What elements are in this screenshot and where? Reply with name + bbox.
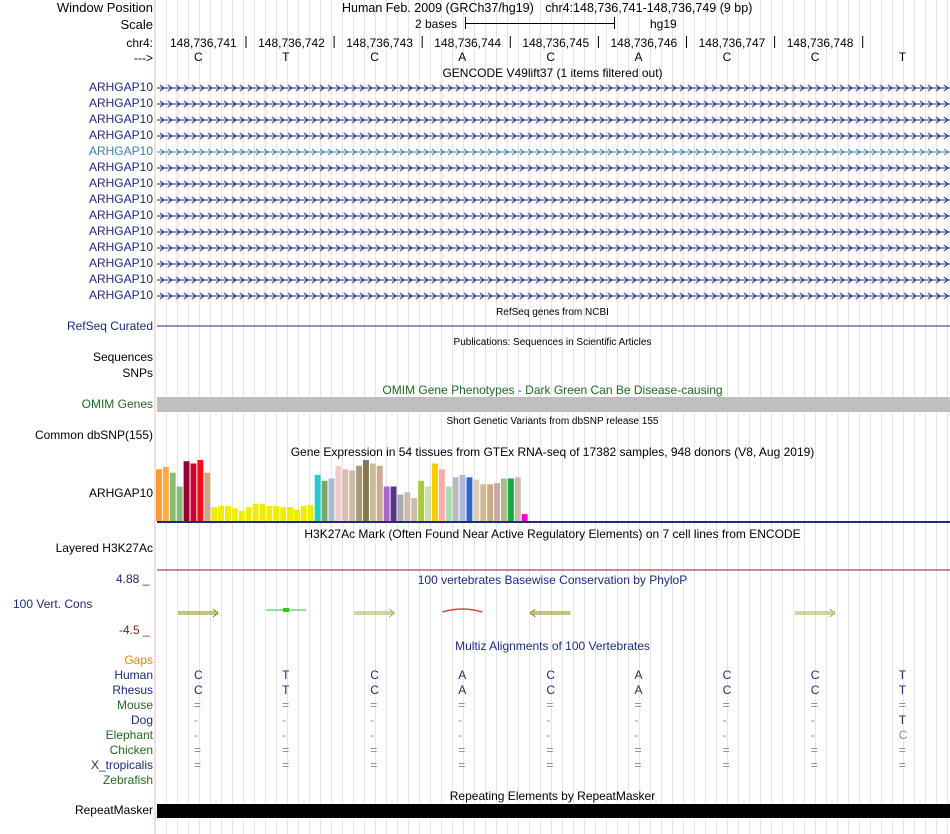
gtex-tissue-bar[interactable]	[522, 514, 528, 521]
ruler-coordinate: 148,736,746	[610, 36, 678, 50]
gtex-tissue-bar[interactable]	[501, 478, 507, 521]
gene-label[interactable]: ARHGAP10	[88, 240, 153, 254]
alignment-base: -	[282, 713, 287, 727]
alignment-base: -	[194, 728, 198, 742]
alignment-base: -	[810, 713, 815, 727]
gtex-tissue-bar[interactable]	[342, 469, 348, 521]
phylop-mark	[178, 609, 218, 617]
repeatmasker-track-label[interactable]: RepeatMasker	[74, 803, 153, 817]
gtex-tissue-bar[interactable]	[425, 487, 431, 522]
alignment-base: -	[722, 728, 727, 742]
gtex-tissue-bar[interactable]	[308, 505, 314, 521]
gene-label[interactable]: ARHGAP10	[88, 112, 153, 126]
scale-assembly: hg19	[650, 17, 677, 31]
base-letter: C	[810, 50, 820, 64]
omim-track-title[interactable]: OMIM Gene Phenotypes - Dark Green Can Be Disease-causing	[382, 383, 723, 397]
alignment-base: C	[722, 668, 732, 682]
alignment-base: =	[370, 758, 378, 772]
gene-feature[interactable]	[157, 101, 950, 107]
alignment-base: =	[634, 758, 642, 772]
gene-feature[interactable]	[157, 245, 950, 251]
gene-label[interactable]: ARHGAP10	[88, 128, 153, 142]
gtex-track-title[interactable]: Gene Expression in 54 tissues from GTEx RNA-seq of 17382 samples, 948 donors (V8, Aug 2019)	[290, 445, 815, 459]
species-label[interactable]: Chicken	[109, 743, 153, 757]
gene-feature[interactable]	[157, 277, 950, 283]
scale-label: Scale	[120, 17, 153, 32]
alignment-base: T	[898, 683, 907, 697]
alignment-base: =	[458, 743, 466, 757]
alignment-base: C	[194, 668, 203, 682]
alignment-base: C	[370, 683, 379, 697]
alignment-base: -	[282, 728, 287, 742]
alignment-base: C	[722, 683, 732, 697]
scale-text: 2 bases	[415, 17, 458, 31]
gtex-tissue-bar[interactable]	[191, 464, 197, 522]
gencode-track-title[interactable]: GENCODE V49lift37 (1 items filtered out)	[442, 66, 663, 80]
gene-feature[interactable]	[157, 197, 950, 203]
ruler-coordinate: 148,736,748	[786, 36, 854, 50]
base-letter: A	[458, 50, 467, 64]
gtex-track-label[interactable]: ARHGAP10	[88, 486, 153, 500]
gtex-tissue-bar[interactable]	[225, 506, 231, 521]
gtex-tissue-bar[interactable]	[494, 483, 500, 521]
gtex-tissue-bar[interactable]	[467, 477, 473, 521]
base-letter: C	[546, 50, 556, 64]
gtex-tissue-bar[interactable]	[239, 511, 245, 521]
alignment-base: -	[458, 728, 463, 742]
alignment-base: =	[458, 698, 466, 712]
species-label[interactable]: Human	[114, 668, 153, 682]
species-label[interactable]: Elephant	[105, 728, 153, 742]
alignment-base: =	[546, 758, 554, 772]
alignment-base: =	[194, 743, 202, 757]
gene-feature[interactable]	[157, 229, 950, 235]
alignment-base: =	[282, 698, 290, 712]
gene-label[interactable]: ARHGAP10	[88, 160, 153, 174]
gene-label[interactable]: ARHGAP10	[88, 288, 153, 302]
gtex-tissue-bar[interactable]	[453, 477, 459, 521]
alignment-base: =	[282, 743, 290, 757]
alignment-base: =	[546, 743, 554, 757]
gene-feature[interactable]	[157, 165, 950, 171]
alignment-base: =	[634, 698, 642, 712]
sequences-track-label[interactable]: Sequences	[92, 350, 153, 364]
alignment-base: -	[370, 713, 375, 727]
alignment-base: -	[634, 728, 639, 742]
alignment-base: =	[810, 743, 818, 757]
alignment-base: T	[282, 683, 290, 697]
dbsnp-track-title[interactable]: Short Genetic Variants from dbSNP release 155	[446, 416, 659, 427]
gtex-tissue-bar[interactable]	[391, 487, 397, 522]
alignment-base: -	[634, 713, 639, 727]
alignment-base: C	[810, 668, 820, 682]
gtex-tissue-bar[interactable]	[218, 506, 224, 521]
scale-bar	[465, 17, 615, 29]
gtex-tissue-bar[interactable]	[446, 487, 452, 522]
refseq-track-label[interactable]: RefSeq Curated	[66, 319, 153, 333]
gtex-tissue-bar[interactable]	[197, 460, 203, 521]
gtex-tissue-bar[interactable]	[170, 473, 176, 521]
alignment-base: =	[810, 758, 818, 772]
alignment-base: T	[282, 668, 290, 682]
gtex-tissue-bar[interactable]	[356, 466, 362, 521]
alignment-base: C	[898, 728, 908, 742]
gene-feature[interactable]	[157, 293, 950, 299]
gtex-tissue-bar[interactable]	[163, 467, 169, 521]
phylop-max-label: 4.88 _	[116, 572, 150, 586]
species-label[interactable]: Mouse	[116, 698, 153, 712]
alignment-base: =	[458, 758, 466, 772]
alignment-base: -	[458, 713, 463, 727]
alignment-base: =	[194, 698, 202, 712]
alignment-base: -	[194, 713, 198, 727]
gtex-tissue-bar[interactable]	[301, 506, 307, 521]
base-letter: C	[370, 50, 379, 64]
gtex-tissue-bar[interactable]	[211, 507, 217, 521]
alignment-base: -	[722, 713, 727, 727]
alignment-base: =	[722, 758, 730, 772]
alignment-base: A	[634, 683, 643, 697]
gene-feature[interactable]	[157, 261, 950, 267]
species-label[interactable]: X_tropicalis	[90, 758, 153, 772]
gene-label[interactable]: ARHGAP10	[88, 192, 153, 206]
gtex-tissue-bar[interactable]	[177, 487, 183, 522]
alignment-base: =	[634, 743, 642, 757]
alignment-base: -	[370, 728, 375, 742]
gtex-tissue-bar[interactable]	[480, 484, 486, 521]
gene-feature[interactable]	[157, 117, 950, 123]
alignment-base: =	[722, 743, 730, 757]
h3k27ac-track-label[interactable]: Layered H3K27Ac	[55, 541, 153, 555]
gtex-tissue-bar[interactable]	[418, 481, 424, 521]
species-label[interactable]: Rhesus	[112, 683, 153, 697]
multiz-track-title[interactable]: Multiz Alignments of 100 Vertebrates	[455, 639, 650, 653]
conservation-track-title[interactable]: 100 vertebrates Basewise Conservation by PhyloP	[417, 573, 688, 587]
gaps-label: Gaps	[124, 653, 153, 667]
assembly-text: Human Feb. 2009 (GRCh37/hg19)	[342, 1, 534, 15]
conservation-track-label[interactable]: 100 Vert. Cons	[13, 597, 93, 611]
alignment-base: =	[370, 698, 378, 712]
alignment-base: -	[810, 728, 815, 742]
gene-feature[interactable]	[157, 181, 950, 187]
gene-label[interactable]: ARHGAP10	[88, 80, 153, 94]
gene-label[interactable]: ARHGAP10	[88, 224, 153, 238]
gene-label[interactable]: ARHGAP10	[88, 208, 153, 222]
omim-bar[interactable]	[157, 397, 950, 412]
alignment-base: -	[546, 728, 551, 742]
ruler-coordinate: 148,736,744	[434, 36, 502, 50]
assembly-position-text[interactable]	[342, 1, 752, 15]
alignment-base: =	[722, 698, 730, 712]
omim-track-label[interactable]: OMIM Genes	[81, 397, 153, 411]
gtex-tissue-bar[interactable]	[384, 487, 390, 522]
alignment-base: =	[810, 698, 818, 712]
gtex-tissue-bar[interactable]	[349, 470, 355, 521]
base-letter: T	[898, 50, 907, 64]
phylop-mark	[354, 609, 394, 617]
gtex-tissue-bar[interactable]	[515, 477, 521, 521]
alignment-base: =	[282, 758, 290, 772]
gene-label[interactable]: ARHGAP10	[88, 256, 153, 270]
window-position-label: Window Position	[56, 0, 153, 15]
alignment-base: C	[546, 668, 556, 682]
base-letter: C	[722, 50, 732, 64]
ruler-coordinate: 148,736,747	[698, 36, 766, 50]
ruler-coordinate: 148,736,741	[170, 36, 237, 50]
ruler-coordinate: 148,736,745	[522, 36, 590, 50]
gtex-tissue-bar[interactable]	[335, 466, 341, 521]
gtex-tissue-bar[interactable]	[232, 508, 238, 521]
snps-track-label[interactable]: SNPs	[122, 366, 153, 380]
gtex-tissue-bar[interactable]	[473, 480, 479, 521]
alignment-base: -	[546, 713, 551, 727]
gtex-tissue-bar[interactable]	[508, 478, 514, 521]
alignment-base: =	[898, 743, 906, 757]
gene-feature[interactable]	[157, 133, 950, 139]
gtex-tissue-bar[interactable]	[287, 507, 293, 521]
gtex-tissue-bar[interactable]	[363, 460, 369, 521]
position-text: chr4:148,736,741-148,736,749 (9 bp)	[545, 1, 753, 15]
species-label[interactable]: Zebrafish	[102, 773, 153, 787]
phylop-mark	[442, 609, 482, 612]
gene-label[interactable]: ARHGAP10	[88, 96, 153, 110]
repeatmasker-bar[interactable]	[157, 804, 950, 818]
gtex-tissue-bar[interactable]	[280, 507, 286, 521]
strand-arrow-label: --->	[134, 51, 153, 65]
alignment-base: =	[370, 743, 378, 757]
gtex-tissue-bar[interactable]	[204, 473, 210, 521]
ruler-coordinate: 148,736,742	[258, 36, 325, 50]
gene-feature[interactable]	[157, 149, 950, 155]
alignment-base: A	[458, 668, 467, 682]
h3k27ac-track-title[interactable]: H3K27Ac Mark (Often Found Near Active Regulatory Elements) on 7 cell lines from ENCODE	[304, 527, 801, 541]
alignment-base: C	[194, 683, 203, 697]
gtex-tissue-bar[interactable]	[411, 498, 417, 521]
base-letter: C	[194, 50, 203, 64]
gtex-tissue-bar[interactable]	[260, 504, 266, 521]
gtex-tissue-bar[interactable]	[315, 475, 321, 521]
gene-feature[interactable]	[157, 213, 950, 219]
phylop-mark	[795, 609, 835, 617]
alignment-base: =	[546, 698, 554, 712]
gtex-tissue-bar[interactable]	[487, 484, 493, 521]
chrom-label: chr4:	[126, 36, 153, 50]
gtex-tissue-bar[interactable]	[253, 504, 259, 521]
alignment-base: T	[898, 668, 907, 682]
alignment-base: =	[194, 758, 202, 772]
gtex-tissue-bar[interactable]	[370, 464, 376, 522]
gtex-tissue-bar[interactable]	[246, 507, 252, 521]
gtex-tissue-bar[interactable]	[329, 478, 335, 521]
alignment-base: C	[370, 668, 379, 682]
gtex-tissue-bar[interactable]	[460, 475, 466, 521]
phylop-min-label: -4.5 _	[119, 623, 150, 637]
species-label[interactable]: Dog	[130, 713, 153, 727]
gtex-tissue-bar[interactable]	[432, 464, 438, 522]
gtex-tissue-bar[interactable]	[273, 506, 279, 521]
gene-label[interactable]: ARHGAP10	[88, 144, 153, 158]
refseq-track-title[interactable]: RefSeq genes from NCBI	[496, 307, 609, 318]
phylop-mark	[266, 608, 306, 612]
publications-track-title[interactable]: Publications: Sequences in Scientific Articles	[453, 337, 652, 348]
alignment-base: =	[898, 698, 906, 712]
gtex-tissue-bar[interactable]	[377, 466, 383, 521]
phylop-mark	[530, 609, 570, 617]
ruler-coordinate: 148,736,743	[346, 36, 413, 50]
gtex-tissue-bar[interactable]	[404, 492, 410, 521]
gtex-tissue-bar[interactable]	[322, 481, 328, 521]
gtex-tissue-bar[interactable]	[398, 495, 404, 521]
alignment-base: A	[458, 683, 467, 697]
gene-feature[interactable]	[157, 85, 950, 91]
repeatmasker-track-title[interactable]: Repeating Elements by RepeatMasker	[449, 789, 656, 803]
alignment-base: T	[898, 713, 907, 727]
gtex-tissue-bar[interactable]	[439, 469, 445, 521]
dbsnp-track-label[interactable]: Common dbSNP(155)	[34, 428, 153, 442]
alignment-base: =	[898, 758, 906, 772]
alignment-base: C	[810, 683, 820, 697]
gtex-tissue-bar[interactable]	[266, 506, 272, 521]
gtex-tissue-bar[interactable]	[156, 469, 162, 521]
base-letter: T	[282, 50, 290, 64]
gtex-tissue-bar[interactable]	[184, 461, 190, 521]
gene-label[interactable]: ARHGAP10	[88, 176, 153, 190]
alignment-base: A	[634, 668, 643, 682]
gene-label[interactable]: ARHGAP10	[88, 272, 153, 286]
gtex-tissue-bar[interactable]	[294, 510, 300, 522]
base-letter: A	[634, 50, 643, 64]
alignment-base: C	[546, 683, 556, 697]
